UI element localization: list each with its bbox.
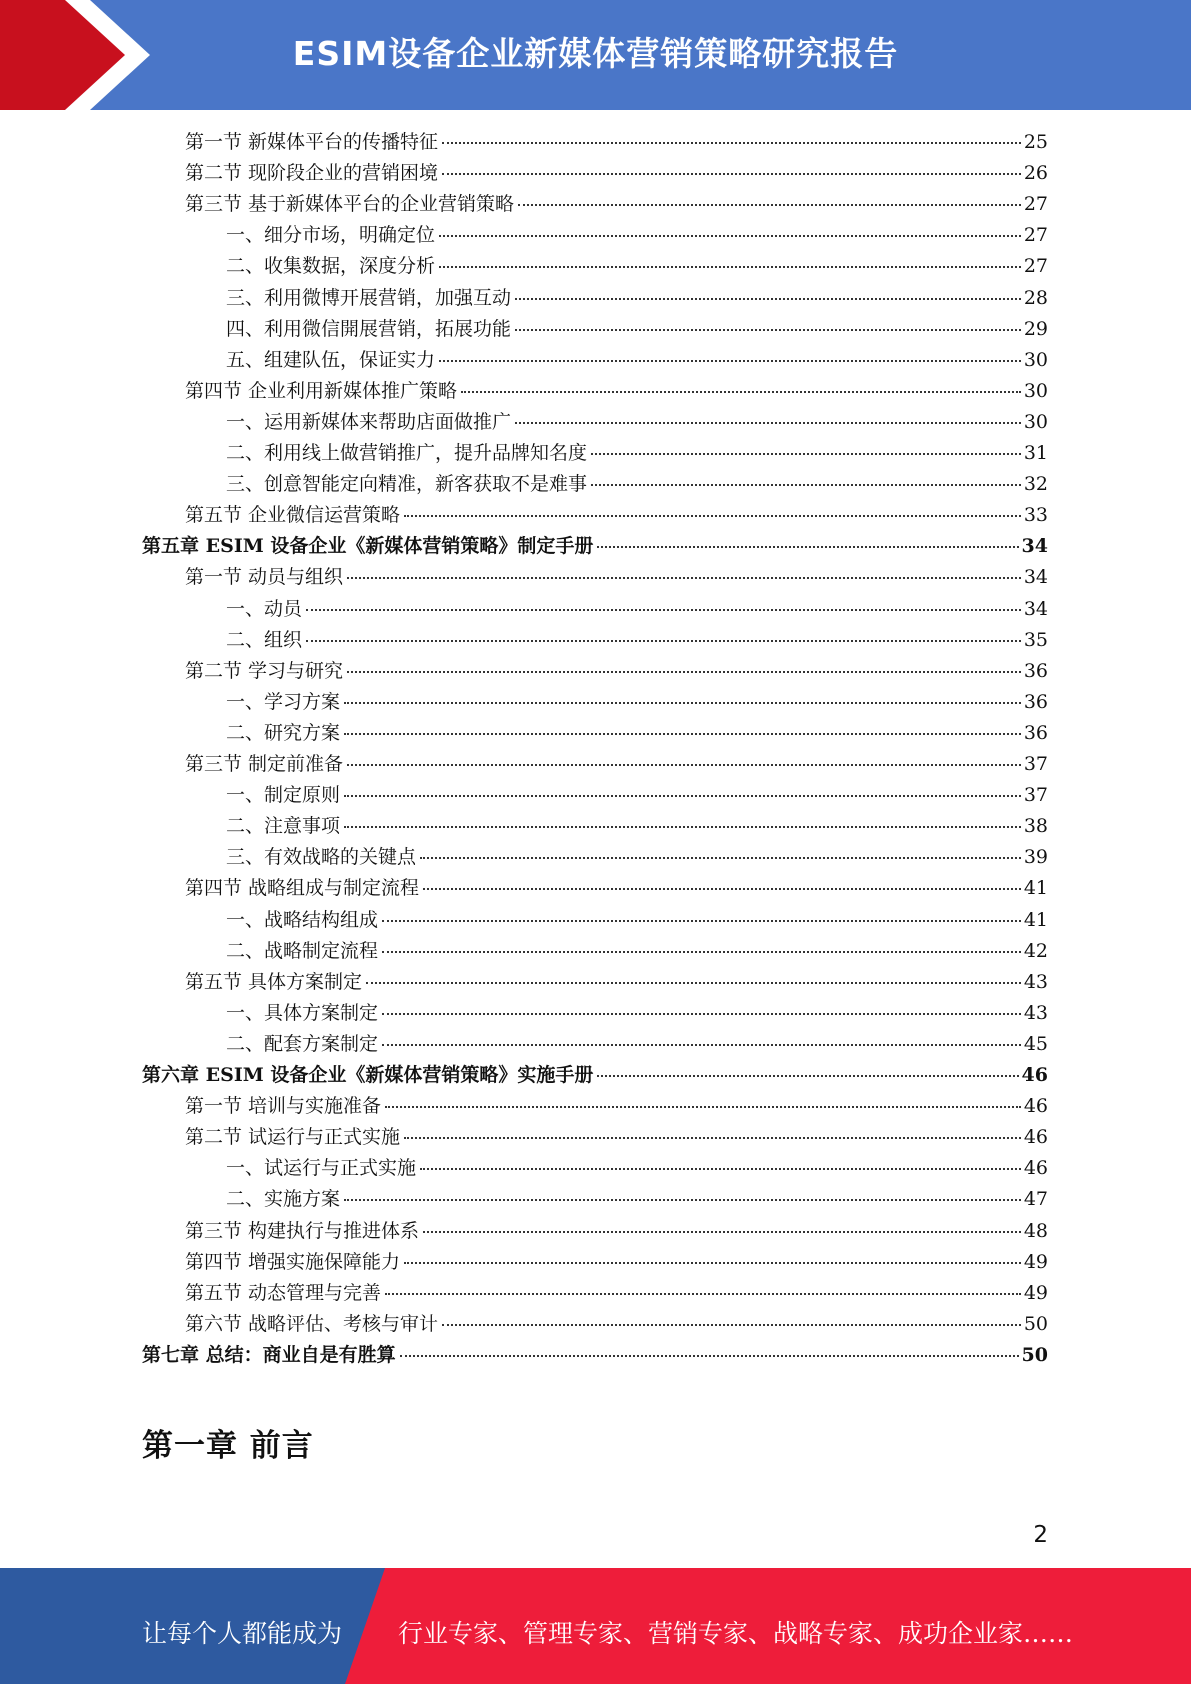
toc-entry-label: 第七章 总结：商业自是有胜算 — [142, 1343, 396, 1366]
toc-entry-page: 25 — [1023, 131, 1048, 153]
toc-entry-label: 一、战略结构组成 — [226, 908, 379, 931]
toc-entry-page: 39 — [1023, 846, 1048, 869]
toc-leader-dots — [439, 360, 1021, 362]
toc-entry-page: 37 — [1023, 753, 1048, 775]
toc-entry[interactable] — [226, 438, 1048, 469]
toc-entry-label: 一、动员 — [226, 597, 303, 620]
toc-entry-label: 一、试运行与正式实施 — [226, 1157, 417, 1180]
toc-entry-label: 二、研究方案 — [226, 721, 341, 744]
toc-entry-label: 一、学习方案 — [226, 690, 341, 713]
toc-entry-page: 29 — [1023, 317, 1048, 340]
toc-entry-label: 二、利用线上做营销推广，提升品牌知名度 — [226, 442, 588, 464]
toc-entry[interactable] — [142, 531, 1048, 562]
toc-entry-label: 一、细分市场，明确定位 — [226, 224, 436, 247]
toc-leader-dots — [347, 764, 1021, 766]
toc-entry-page: 49 — [1023, 1250, 1048, 1273]
toc-entry-label: 二、收集数据，深度分析 — [226, 255, 436, 278]
toc-leader-dots — [382, 1013, 1021, 1015]
toc-entry-label: 三、有效战略的关键点 — [226, 846, 417, 869]
toc-entry-page: 49 — [1023, 1281, 1048, 1304]
toc-entry-page: 46 — [1023, 1126, 1048, 1149]
header-title: ESIM设备企业新媒体营销策略研究报告 — [292, 34, 899, 73]
toc-entry[interactable] — [185, 656, 1048, 687]
toc-entry-label: 一、运用新媒体来帮助店面做推广 — [226, 410, 512, 433]
toc-entry[interactable] — [226, 780, 1048, 811]
page-footer — [0, 1568, 1191, 1684]
toc-entry-page: 26 — [1023, 162, 1048, 185]
toc-entry-page: 41 — [1023, 877, 1048, 900]
toc-leader-dots — [461, 391, 1021, 393]
toc-entry-page: 46 — [1021, 1064, 1048, 1086]
toc-entry-page: 43 — [1023, 1001, 1048, 1024]
toc-entry[interactable] — [185, 189, 1048, 220]
toc-entry-page: 47 — [1023, 1188, 1048, 1211]
toc-entry[interactable] — [185, 749, 1048, 780]
toc-entry-page: 31 — [1023, 442, 1048, 464]
toc-entry-page: 34 — [1023, 597, 1048, 620]
toc-entry-label: 第四节 增强实施保障能力 — [185, 1250, 401, 1273]
toc-leader-dots — [344, 733, 1021, 735]
toc-entry-label: 四、利用微信開展营销，拓展功能 — [226, 317, 512, 340]
page-header — [0, 0, 1191, 110]
toc-entry[interactable] — [226, 718, 1048, 749]
toc-entry-label: 二、配套方案制定 — [226, 1032, 379, 1055]
toc-entry-label: 第四节 战略组成与制定流程 — [185, 877, 420, 900]
toc-leader-dots — [420, 1168, 1021, 1170]
toc-entry-label: 第五节 具体方案制定 — [185, 970, 363, 993]
toc-entry-page: 35 — [1023, 628, 1048, 651]
toc-entry-page: 50 — [1021, 1343, 1048, 1366]
toc-entry-label: 第五节 动态管理与完善 — [185, 1281, 382, 1304]
toc-entry[interactable] — [226, 625, 1048, 656]
toc-entry-label: 三、创意智能定向精准，新客获取不是难事 — [226, 473, 588, 496]
toc-leader-dots — [344, 1199, 1021, 1201]
toc-entry[interactable] — [185, 1278, 1048, 1309]
toc-entry-page: 46 — [1023, 1095, 1048, 1118]
toc-entry-page: 27 — [1023, 224, 1048, 247]
toc-leader-dots — [344, 702, 1021, 704]
toc-entry-label: 第三节 制定前准备 — [185, 753, 344, 775]
toc-entry-page: 32 — [1023, 473, 1048, 496]
toc-entry-label: 第二节 试运行与正式实施 — [185, 1126, 401, 1149]
toc-leader-dots — [442, 173, 1021, 175]
toc-entry-label: 一、具体方案制定 — [226, 1001, 379, 1024]
toc-entry-label: 第六章 ESIM 设备企业《新媒体营销策略》实施手册 — [142, 1064, 594, 1086]
toc-leader-dots — [439, 235, 1021, 237]
toc-entry[interactable] — [226, 251, 1048, 282]
toc-leader-dots — [382, 920, 1021, 922]
toc-leader-dots — [515, 298, 1021, 300]
toc-entry-page: 41 — [1023, 908, 1048, 931]
toc-entry-label: 二、实施方案 — [226, 1188, 341, 1211]
toc-entry[interactable] — [185, 158, 1048, 189]
toc-entry-page: 30 — [1023, 379, 1048, 402]
toc-entry[interactable] — [226, 345, 1048, 376]
toc-entry[interactable] — [226, 594, 1048, 625]
toc-entry-page: 38 — [1023, 815, 1048, 838]
toc-entry-page: 43 — [1023, 970, 1048, 993]
toc-entry-page: 33 — [1023, 504, 1048, 527]
toc-leader-dots — [442, 142, 1021, 144]
toc-entry-label: 第三节 基于新媒体平台的企业营销策略 — [185, 193, 515, 216]
toc-entry[interactable] — [185, 127, 1048, 158]
toc-leader-dots — [306, 609, 1021, 611]
toc-entry-page: 48 — [1023, 1219, 1048, 1242]
toc-entry[interactable] — [185, 1091, 1048, 1122]
toc-entry-page: 36 — [1023, 659, 1048, 682]
toc-leader-dots — [597, 546, 1018, 548]
toc-entry[interactable] — [226, 1153, 1048, 1184]
toc-entry-label: 二、组织 — [226, 628, 303, 651]
toc-entry-page: 28 — [1023, 286, 1048, 309]
toc-entry[interactable] — [226, 905, 1048, 936]
toc-entry-label: 第六节 战略评估、考核与审计 — [185, 1312, 439, 1335]
toc-entry[interactable] — [142, 1060, 1048, 1091]
toc-leader-dots — [382, 1044, 1021, 1046]
toc-leader-dots — [404, 515, 1021, 517]
toc-entry[interactable] — [185, 1309, 1048, 1340]
toc-leader-dots — [347, 577, 1021, 579]
toc-entry-label: 第三节 构建执行与推进体系 — [185, 1219, 420, 1242]
toc-entry-page: 45 — [1023, 1032, 1048, 1055]
toc-entry[interactable] — [226, 1184, 1048, 1215]
toc-entry-label: 第二节 现阶段企业的营销困境 — [185, 162, 439, 185]
toc-entry[interactable] — [185, 500, 1048, 531]
toc-entry-label: 二、战略制定流程 — [226, 939, 379, 962]
toc-entry-page: 30 — [1023, 410, 1048, 433]
toc-leader-dots — [439, 266, 1021, 268]
toc-entry-page: 36 — [1023, 721, 1048, 744]
toc-leader-dots — [344, 826, 1021, 828]
toc-entry[interactable] — [185, 873, 1048, 904]
toc-entry[interactable] — [226, 811, 1048, 842]
toc-leader-dots — [385, 1106, 1021, 1108]
toc-entry[interactable] — [226, 842, 1048, 873]
footer-slogan-right: 行业专家、管理专家、营销专家、战略专家、成功企业家…… — [398, 1619, 1074, 1648]
toc-entry-page: 27 — [1023, 255, 1048, 278]
toc-entry-page: 42 — [1023, 939, 1048, 962]
toc-entry[interactable] — [226, 998, 1048, 1029]
toc-entry-label: 第五节 企业微信运营策略 — [185, 504, 401, 527]
toc-entry[interactable] — [185, 1122, 1048, 1153]
toc-entry[interactable] — [185, 1247, 1048, 1278]
toc-entry-label: 第一节 培训与实施准备 — [185, 1095, 382, 1118]
toc-entry-label: 二、注意事项 — [226, 815, 341, 838]
toc-leader-dots — [423, 1231, 1021, 1233]
toc-entry-page: 34 — [1021, 535, 1048, 558]
toc-leader-dots — [420, 857, 1021, 859]
toc-entry[interactable] — [226, 687, 1048, 718]
toc-leader-dots — [404, 1262, 1021, 1264]
toc-leader-dots — [404, 1137, 1021, 1139]
toc-leader-dots — [400, 1355, 1019, 1357]
toc-leader-dots — [591, 453, 1021, 455]
toc-leader-dots — [423, 888, 1021, 890]
toc-entry[interactable] — [226, 469, 1048, 500]
toc-entry-page: 37 — [1023, 784, 1048, 807]
toc-entry[interactable] — [185, 562, 1048, 593]
toc-entry-page: 30 — [1023, 348, 1048, 371]
toc-leader-dots — [515, 329, 1021, 331]
toc-entry-label: 第二节 学习与研究 — [185, 659, 344, 682]
chapter-heading: 第一章 前言 — [142, 1428, 314, 1464]
toc-entry[interactable] — [185, 376, 1048, 407]
toc-entry[interactable] — [226, 1029, 1048, 1060]
toc-entry[interactable] — [226, 283, 1048, 314]
toc-entry-label: 第一节 动员与组织 — [185, 566, 344, 589]
toc-entry-page: 36 — [1023, 690, 1048, 713]
toc-leader-dots — [382, 951, 1021, 953]
toc-entry[interactable] — [185, 967, 1048, 998]
toc-entry-page: 50 — [1023, 1312, 1048, 1335]
toc-entry[interactable] — [226, 936, 1048, 967]
toc-entry-label: 第四节 企业利用新媒体推广策略 — [185, 379, 458, 402]
toc-leader-dots — [591, 484, 1021, 486]
toc-leader-dots — [366, 982, 1021, 984]
toc-leader-dots — [597, 1075, 1018, 1077]
toc-leader-dots — [385, 1293, 1021, 1295]
toc-leader-dots — [515, 422, 1021, 424]
toc-leader-dots — [347, 671, 1021, 673]
toc-leader-dots — [442, 1324, 1021, 1326]
toc-leader-dots — [344, 795, 1021, 797]
toc-entry[interactable] — [185, 1216, 1048, 1247]
footer-slogan-left: 让每个人都能成为 — [142, 1619, 343, 1648]
toc-entry-label: 一、制定原则 — [226, 784, 341, 807]
toc-entry[interactable] — [226, 314, 1048, 345]
toc-leader-dots — [306, 640, 1021, 642]
toc-entry-label: 三、利用微博开展营销，加强互动 — [226, 286, 512, 309]
toc-entry[interactable] — [226, 220, 1048, 251]
toc-entry-label: 五、组建队伍，保证实力 — [226, 348, 436, 371]
toc-entry-page: 46 — [1023, 1157, 1048, 1180]
toc-entry-page: 34 — [1023, 566, 1048, 589]
page-number: 2 — [1033, 1522, 1048, 1548]
toc-leader-dots — [518, 204, 1021, 206]
toc-entry[interactable] — [142, 1340, 1048, 1371]
toc-entry[interactable] — [226, 407, 1048, 438]
toc-entry-page: 27 — [1023, 193, 1048, 216]
toc-entry-label: 第一节 新媒体平台的传播特征 — [185, 131, 439, 153]
toc-entry-label: 第五章 ESIM 设备企业《新媒体营销策略》制定手册 — [142, 535, 594, 558]
